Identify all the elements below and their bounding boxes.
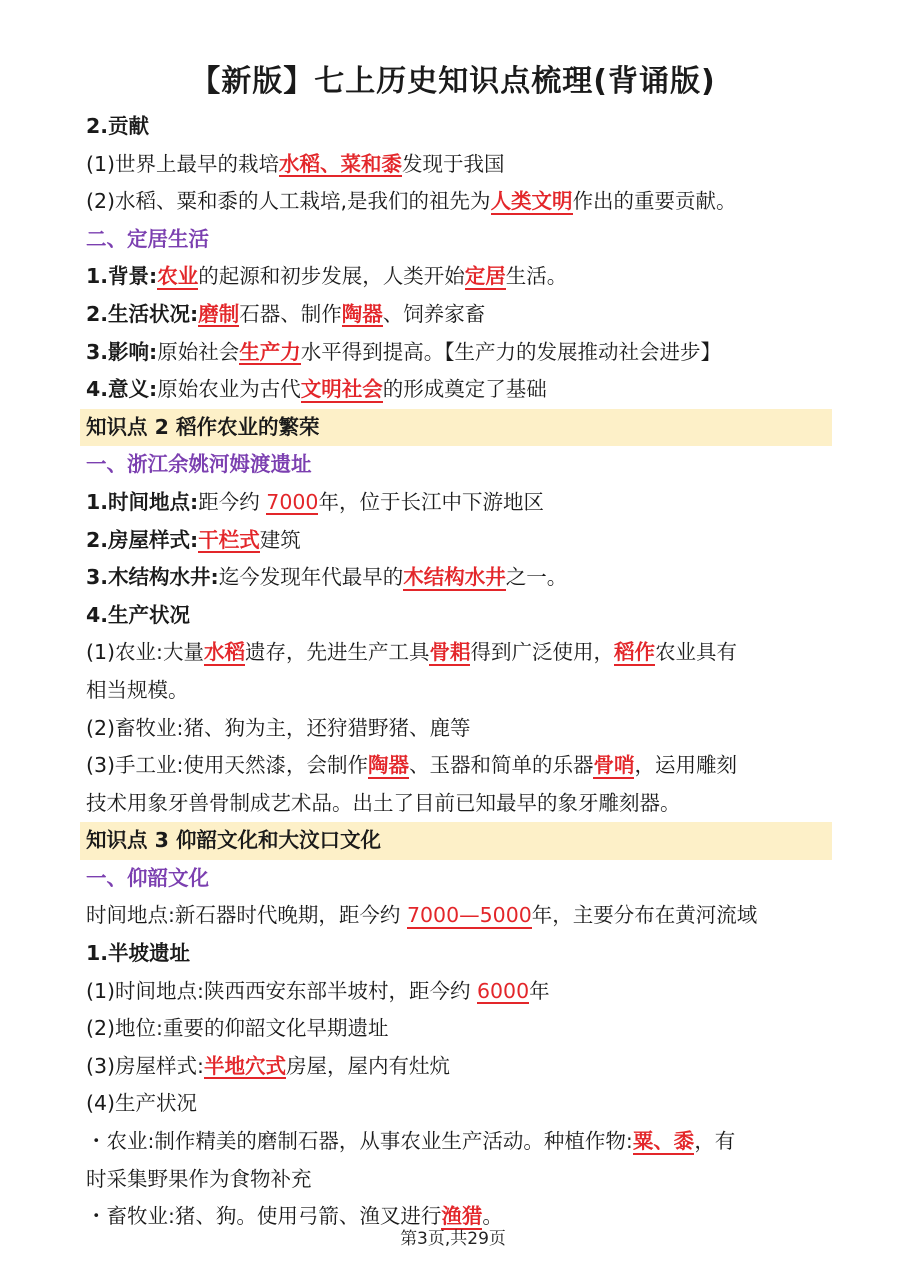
text-span: 1.背景: [86, 264, 158, 289]
highlighted-keyword: 人类文明 [490, 189, 573, 214]
text-span: (4)生产状况 [86, 1091, 198, 1116]
highlighted-keyword: 文明社会 [300, 377, 383, 402]
highlighted-keyword: 磨制 [198, 301, 240, 326]
highlighted-keyword: 陶器 [367, 753, 409, 778]
highlighted-keyword: 陶器 [341, 301, 383, 326]
text-line [86, 484, 826, 522]
page-title: 【新版】七上历史知识点梳理(背诵版) [190, 64, 716, 99]
text-span: (3)房屋样式: [86, 1053, 204, 1078]
text-span: 水平得到提高。【生产力的发展推动社会进步】 [300, 339, 721, 364]
text-line [86, 672, 826, 710]
highlighted-keyword: 半地穴式 [203, 1053, 286, 1078]
text-span: 原始农业为古代 [157, 377, 301, 402]
knowledge-point-heading [80, 409, 832, 447]
text-line [86, 146, 826, 184]
text-line [86, 973, 826, 1011]
highlighted-keyword: 6000 [476, 978, 530, 1003]
text-span: 知识点 2 稻作农业的繁荣 [86, 414, 320, 439]
text-span: 年 [529, 978, 550, 1003]
text-span: 之一。 [505, 565, 568, 590]
highlighted-keyword: 渔猎 [441, 1204, 483, 1229]
text-span: (2)畜牧业:猪、狗为主，还狩猎野猪、鹿等 [86, 715, 471, 740]
text-span: 技术用象牙兽骨制成艺术品。出土了目前已知最早的象牙雕刻器。 [86, 790, 681, 815]
text-line [86, 296, 826, 334]
text-line [86, 747, 826, 785]
text-span: 一、浙江余姚河姆渡遗址 [86, 452, 312, 477]
text-span: 1.半坡遗址 [86, 941, 191, 966]
text-span: (1)世界上最早的栽培 [86, 151, 280, 176]
text-span: 3.影响: [86, 339, 158, 364]
text-span: 相当规模。 [86, 677, 189, 702]
text-span: 时采集野果作为食物补充 [86, 1166, 312, 1191]
text-span: 4.意义: [86, 377, 158, 402]
subheading [86, 935, 826, 973]
text-span: 3.木结构水井: [86, 565, 219, 590]
text-span: 距今约 [198, 489, 267, 514]
text-span: 。 [482, 1204, 503, 1229]
text-line [86, 785, 826, 823]
text-span: 遗存，先进生产工具 [244, 640, 430, 665]
text-span: (3)手工业:使用天然漆，会制作 [86, 753, 368, 778]
text-span: 发现于我国 [402, 151, 505, 176]
text-line [86, 710, 826, 748]
text-line [86, 1161, 826, 1199]
text-line [86, 1123, 826, 1161]
text-line [86, 897, 826, 935]
highlighted-keyword: 7000 [266, 489, 319, 514]
text-span: (1)时间地点:陕西西安东部半坡村，距今约 [86, 978, 477, 1003]
text-span: (2)水稻、粟和黍的人工栽培,是我们的祖先为 [86, 189, 491, 214]
knowledge-point-heading [80, 822, 832, 860]
section-heading [86, 221, 826, 259]
text-line [86, 1085, 826, 1123]
highlighted-keyword: 粟、黍 [632, 1129, 695, 1154]
highlighted-keyword: 生产力 [239, 339, 301, 364]
highlighted-keyword: 水稻、菜和黍 [279, 151, 403, 176]
highlighted-keyword: 农业 [157, 264, 199, 289]
section-heading [86, 860, 826, 898]
section-heading [86, 446, 826, 484]
text-line [86, 183, 826, 221]
text-line [86, 1010, 826, 1048]
text-span: ，运用雕刻 [634, 753, 737, 778]
text-span: 知识点 3 仰韶文化和大汶口文化 [86, 828, 382, 853]
text-span: 迄今发现年代最早的 [218, 565, 404, 590]
highlighted-keyword: 稻作 [613, 640, 655, 665]
text-span: 石器、制作 [239, 301, 342, 326]
text-span: (1)农业:大量 [86, 640, 204, 665]
text-line [86, 1048, 826, 1086]
text-span: 农业具有 [654, 640, 737, 665]
highlighted-keyword: 骨哨 [593, 753, 635, 778]
text-span: 建筑 [259, 527, 301, 552]
text-line [86, 334, 826, 372]
content-body [86, 108, 826, 1236]
text-span: 的形成奠定了基础 [382, 377, 547, 402]
text-span: 二、定居生活 [86, 226, 209, 251]
text-span: 2.生活状况: [86, 301, 199, 326]
text-span: 4.生产状况 [86, 602, 191, 627]
text-line [86, 371, 826, 409]
text-span: 年，位于长江中下游地区 [318, 489, 544, 514]
highlighted-keyword: 水稻 [203, 640, 245, 665]
text-line [86, 258, 826, 296]
text-line [86, 522, 826, 560]
subheading [86, 108, 826, 146]
text-span: ・农业:制作精美的磨制石器，从事农业生产活动。种植作物: [86, 1129, 633, 1154]
highlighted-keyword: 骨耜 [429, 640, 471, 665]
text-span: 时间地点:新石器时代晚期，距今约 [86, 903, 407, 928]
text-span: ・畜牧业:猪、狗。使用弓箭、渔叉进行 [86, 1204, 442, 1229]
highlighted-keyword: 7000—5000 [406, 903, 532, 928]
text-line [86, 559, 826, 597]
text-span: 2.贡献 [86, 114, 150, 138]
page-number: 第3页,共29页 [400, 1229, 506, 1249]
text-span: 1.时间地点: [86, 489, 199, 514]
text-span: 2.房屋样式: [86, 527, 199, 552]
subheading [86, 597, 826, 635]
text-line [86, 634, 826, 672]
text-span: 原始社会 [157, 339, 240, 364]
highlighted-keyword: 木结构水井 [403, 565, 506, 590]
text-span: 作出的重要贡献。 [572, 189, 737, 214]
text-span: 得到广泛使用， [470, 640, 614, 665]
text-span: 、玉器和简单的乐器 [408, 753, 594, 778]
text-span: 、饲养家畜 [382, 301, 486, 326]
text-span: (2)地位:重要的仰韶文化早期遗址 [86, 1016, 389, 1041]
text-span: 生活。 [505, 264, 568, 289]
text-span: 房屋，屋内有灶炕 [285, 1053, 450, 1078]
text-span: ，有 [694, 1129, 736, 1154]
highlighted-keyword: 干栏式 [198, 527, 260, 552]
highlighted-keyword: 定居 [464, 264, 506, 289]
text-span: 一、仰韶文化 [86, 865, 209, 890]
text-span: 的起源和初步发展，人类开始 [198, 264, 465, 289]
text-span: 年，主要分布在黄河流域 [531, 903, 758, 928]
